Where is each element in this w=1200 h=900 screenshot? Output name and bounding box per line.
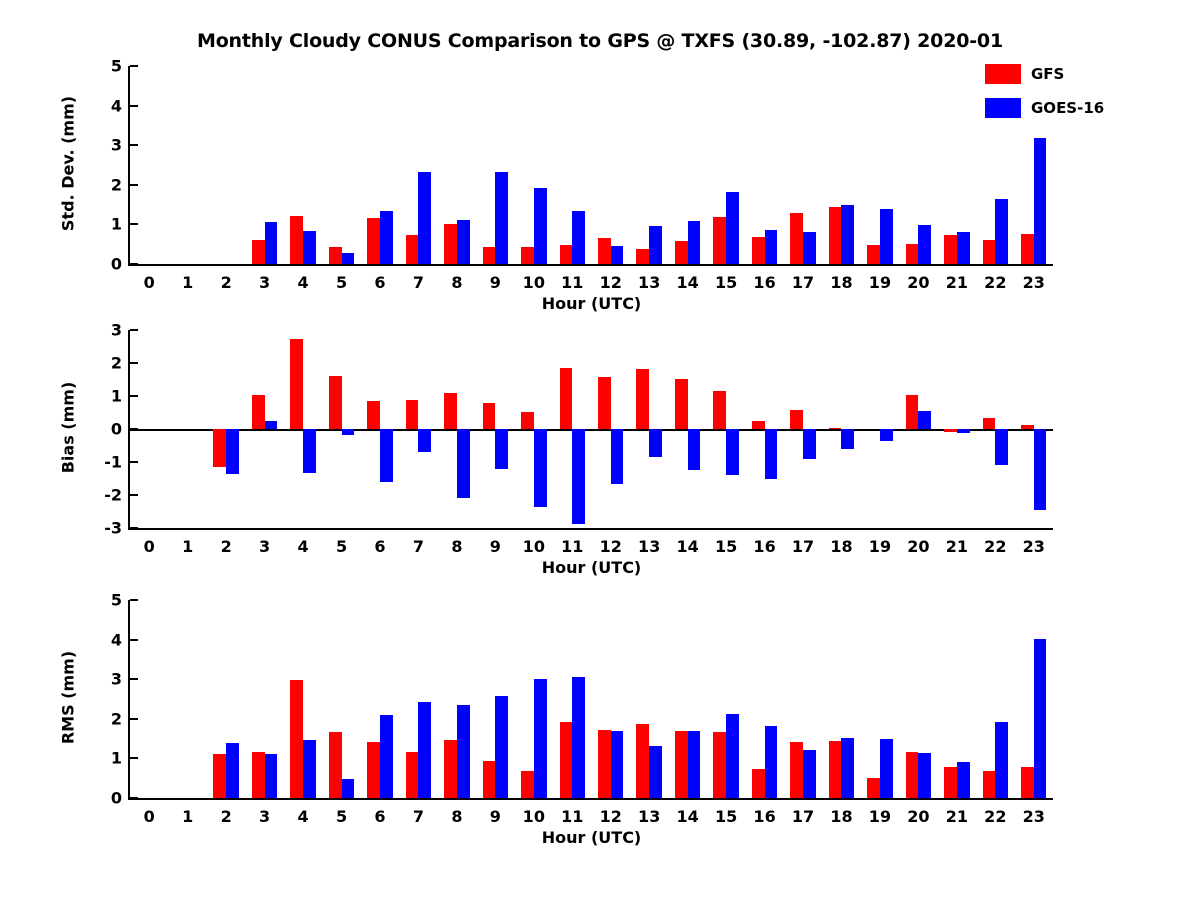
x-tick-label: 3 — [259, 537, 271, 556]
bar-gfs-hour-17 — [790, 742, 803, 798]
bar-goes-16-hour-10 — [534, 188, 547, 264]
x-tick-label: 11 — [561, 273, 584, 292]
bar-gfs-hour-23 — [1021, 234, 1034, 264]
bar-goes-16-hour-6 — [380, 211, 393, 264]
x-axis-label-rms: Hour (UTC) — [541, 828, 642, 847]
x-tick-label: 19 — [868, 537, 892, 556]
bar-goes-16-hour-6 — [380, 715, 393, 798]
x-tick-label: 3 — [259, 273, 271, 292]
bar-goes-16-hour-15 — [726, 714, 739, 798]
bar-goes-16-hour-21 — [957, 429, 970, 433]
bar-goes-16-hour-15 — [726, 192, 739, 264]
x-tick-label: 6 — [374, 537, 386, 556]
y-tick-label: 1 — [110, 748, 122, 768]
bar-gfs-hour-6 — [367, 401, 380, 429]
x-tick-label: 7 — [412, 273, 425, 292]
y-tick-mark — [130, 144, 138, 146]
x-tick-label: 14 — [676, 273, 699, 292]
y-tick-label: 5 — [110, 590, 122, 610]
bar-goes-16-hour-14 — [688, 221, 701, 264]
x-tick-label: 2 — [220, 537, 232, 556]
bar-gfs-hour-7 — [406, 235, 419, 264]
y-tick-label: -2 — [104, 485, 122, 505]
bar-goes-16-hour-9 — [495, 172, 508, 264]
y-tick-mark — [130, 494, 138, 496]
x-tick-label: 17 — [791, 807, 815, 826]
y-tick-label: -3 — [104, 518, 122, 538]
bar-gfs-hour-14 — [675, 241, 688, 264]
x-tick-label: 19 — [868, 273, 892, 292]
bar-gfs-hour-15 — [713, 732, 726, 798]
x-tick-label: 2 — [220, 807, 232, 826]
bar-goes-16-hour-19 — [880, 209, 893, 264]
page-title: Monthly Cloudy CONUS Comparison to GPS @ TXFS (30.89, -102.87) 2020-01 — [197, 30, 1003, 52]
bar-goes-16-hour-12 — [611, 731, 624, 798]
x-tick-label: 20 — [907, 537, 930, 556]
x-tick-label: 23 — [1022, 537, 1045, 556]
bar-gfs-hour-15 — [713, 217, 726, 264]
bar-gfs-hour-13 — [636, 724, 649, 798]
x-tick-label: 5 — [335, 537, 348, 556]
x-tick-label: 18 — [830, 537, 853, 556]
legend-swatch-icon — [985, 98, 1021, 118]
bar-gfs-hour-11 — [560, 722, 573, 798]
bar-goes-16-hour-9 — [495, 696, 508, 798]
x-tick-label: 21 — [945, 273, 968, 292]
bar-gfs-hour-4 — [290, 339, 303, 429]
x-tick-label: 23 — [1022, 273, 1045, 292]
x-tick-label: 23 — [1022, 807, 1045, 826]
x-tick-label: 4 — [297, 273, 309, 292]
y-tick-mark — [130, 65, 138, 67]
bar-goes-16-hour-16 — [765, 230, 778, 264]
y-tick-mark — [130, 362, 138, 364]
bar-gfs-hour-16 — [752, 421, 765, 429]
x-tick-label: 21 — [945, 807, 968, 826]
bar-gfs-hour-20 — [906, 752, 919, 798]
bar-gfs-hour-11 — [560, 245, 573, 264]
bar-goes-16-hour-17 — [803, 750, 816, 798]
x-tick-label: 11 — [561, 537, 584, 556]
y-tick-mark — [130, 757, 138, 759]
y-tick-label: 4 — [110, 96, 122, 116]
bar-goes-16-hour-2 — [226, 429, 239, 474]
y-tick-mark — [130, 105, 138, 107]
bar-goes-16-hour-23 — [1034, 429, 1047, 510]
y-tick-label: 3 — [110, 669, 122, 689]
x-tick-label: 14 — [676, 807, 699, 826]
bar-gfs-hour-20 — [906, 395, 919, 429]
bar-gfs-hour-12 — [598, 730, 611, 798]
bar-goes-16-hour-5 — [342, 779, 355, 798]
y-tick-mark — [130, 718, 138, 720]
bar-gfs-hour-10 — [521, 771, 534, 798]
y-tick-mark — [130, 678, 138, 680]
bar-gfs-hour-5 — [329, 247, 342, 264]
x-axis-label-bias: Hour (UTC) — [541, 558, 642, 577]
bar-goes-16-hour-19 — [880, 429, 893, 441]
x-tick-label: 11 — [561, 807, 584, 826]
bar-gfs-hour-5 — [329, 732, 342, 798]
bar-goes-16-hour-2 — [226, 743, 239, 798]
bar-goes-16-hour-5 — [342, 429, 355, 435]
x-tick-label: 17 — [791, 273, 815, 292]
bar-goes-16-hour-13 — [649, 429, 662, 457]
bar-gfs-hour-18 — [829, 207, 842, 264]
x-tick-label: 0 — [143, 273, 155, 292]
x-tick-label: 5 — [335, 273, 348, 292]
bar-goes-16-hour-7 — [418, 172, 431, 264]
x-tick-label: 5 — [335, 807, 348, 826]
bar-goes-16-hour-4 — [303, 429, 316, 473]
bar-gfs-hour-8 — [444, 224, 457, 264]
bar-gfs-hour-7 — [406, 752, 419, 798]
bar-gfs-hour-14 — [675, 731, 688, 798]
x-tick-label: 18 — [830, 807, 853, 826]
x-tick-label: 10 — [522, 537, 545, 556]
bar-gfs-hour-13 — [636, 249, 649, 264]
bar-gfs-hour-10 — [521, 412, 534, 429]
bar-goes-16-hour-5 — [342, 253, 355, 264]
x-tick-label: 21 — [945, 537, 968, 556]
bar-gfs-hour-22 — [983, 418, 996, 429]
y-tick-label: 1 — [110, 214, 122, 234]
bar-gfs-hour-18 — [829, 428, 842, 429]
y-axis-label-stddev: Std. Dev. (mm) — [58, 95, 78, 232]
y-tick-mark — [130, 461, 138, 463]
bar-gfs-hour-21 — [944, 767, 957, 798]
bar-goes-16-hour-20 — [918, 411, 931, 429]
x-tick-label: 8 — [451, 537, 463, 556]
x-tick-label: 9 — [489, 273, 501, 292]
bar-gfs-hour-23 — [1021, 767, 1034, 798]
x-tick-label: 15 — [714, 537, 738, 556]
x-tick-label: 7 — [412, 807, 425, 826]
x-tick-label: 22 — [984, 537, 1007, 556]
x-tick-label: 19 — [868, 807, 892, 826]
legend-label: GOES-16 — [1031, 99, 1105, 117]
y-tick-label: 2 — [110, 353, 122, 373]
bar-goes-16-hour-13 — [649, 226, 662, 264]
bar-goes-16-hour-16 — [765, 429, 778, 479]
y-tick-mark — [130, 223, 138, 225]
y-axis-label-rms: RMS (mm) — [58, 650, 78, 745]
y-tick-label: 5 — [110, 56, 122, 76]
bar-goes-16-hour-18 — [841, 738, 854, 798]
bar-gfs-hour-7 — [406, 400, 419, 429]
plot-area-rms — [58, 590, 1053, 847]
bar-gfs-hour-6 — [367, 218, 380, 264]
bar-gfs-hour-10 — [521, 247, 534, 264]
bar-goes-16-hour-7 — [418, 702, 431, 798]
x-tick-label: 15 — [714, 273, 738, 292]
x-tick-label: 12 — [599, 273, 622, 292]
x-tick-label: 17 — [791, 537, 815, 556]
bar-gfs-hour-9 — [483, 403, 496, 429]
x-tick-label: 1 — [182, 807, 194, 826]
x-tick-label: 13 — [638, 537, 661, 556]
x-tick-label: 18 — [830, 273, 853, 292]
bar-goes-16-hour-18 — [841, 429, 854, 449]
bar-gfs-hour-19 — [867, 778, 880, 798]
y-axis-label-bias: Bias (mm) — [58, 381, 78, 474]
bar-goes-16-hour-6 — [380, 429, 393, 482]
x-tick-label: 0 — [143, 537, 155, 556]
x-tick-label: 10 — [522, 807, 545, 826]
x-tick-label: 1 — [182, 537, 194, 556]
bar-gfs-hour-12 — [598, 377, 611, 429]
bar-goes-16-hour-17 — [803, 232, 816, 264]
bar-goes-16-hour-20 — [918, 225, 931, 264]
bar-gfs-hour-9 — [483, 247, 496, 264]
y-tick-label: 0 — [110, 419, 122, 439]
bar-goes-16-hour-9 — [495, 429, 508, 469]
bar-gfs-hour-3 — [252, 395, 265, 429]
bar-gfs-hour-18 — [829, 741, 842, 798]
legend-swatch-icon — [985, 64, 1021, 84]
bar-goes-16-hour-23 — [1034, 138, 1047, 264]
bar-goes-16-hour-13 — [649, 746, 662, 798]
bar-gfs-hour-17 — [790, 213, 803, 264]
bar-gfs-hour-3 — [252, 752, 265, 798]
bar-gfs-hour-12 — [598, 238, 611, 264]
bar-gfs-hour-4 — [290, 216, 303, 264]
x-tick-label: 2 — [220, 273, 232, 292]
bar-gfs-hour-19 — [867, 245, 880, 264]
x-tick-label: 14 — [676, 537, 699, 556]
x-tick-label: 6 — [374, 807, 386, 826]
y-tick-label: 1 — [110, 386, 122, 406]
bar-gfs-hour-15 — [713, 391, 726, 429]
y-tick-label: 0 — [110, 788, 122, 808]
x-tick-label: 4 — [297, 537, 309, 556]
bar-goes-16-hour-21 — [957, 762, 970, 798]
bar-goes-16-hour-11 — [572, 429, 585, 524]
x-tick-label: 20 — [907, 807, 930, 826]
bar-goes-16-hour-11 — [572, 677, 585, 798]
x-tick-label: 8 — [451, 273, 463, 292]
bar-gfs-hour-2 — [213, 754, 226, 798]
bar-goes-16-hour-18 — [841, 205, 854, 264]
x-axis-label-stddev: Hour (UTC) — [541, 294, 642, 313]
bar-goes-16-hour-16 — [765, 726, 778, 798]
y-tick-mark — [130, 639, 138, 641]
y-tick-label: 2 — [110, 175, 122, 195]
bar-goes-16-hour-4 — [303, 231, 316, 264]
y-tick-mark — [130, 599, 138, 601]
bar-gfs-hour-22 — [983, 771, 996, 798]
bar-goes-16-hour-12 — [611, 429, 624, 484]
x-tick-label: 13 — [638, 807, 661, 826]
bar-goes-16-hour-17 — [803, 429, 816, 459]
bar-gfs-hour-5 — [329, 376, 342, 429]
bar-goes-16-hour-11 — [572, 211, 585, 264]
x-tick-label: 8 — [451, 807, 463, 826]
bar-goes-16-hour-3 — [265, 754, 278, 798]
x-tick-label: 16 — [753, 537, 776, 556]
y-tick-label: 3 — [110, 135, 122, 155]
bar-goes-16-hour-14 — [688, 731, 701, 798]
bar-goes-16-hour-14 — [688, 429, 701, 470]
bar-goes-16-hour-10 — [534, 679, 547, 798]
bar-goes-16-hour-15 — [726, 429, 739, 475]
bar-goes-16-hour-12 — [611, 246, 624, 264]
bar-goes-16-hour-23 — [1034, 639, 1047, 798]
bar-goes-16-hour-3 — [265, 421, 278, 429]
x-tick-label: 12 — [599, 537, 622, 556]
x-tick-label: 3 — [259, 807, 271, 826]
bar-goes-16-hour-8 — [457, 705, 470, 798]
bar-goes-16-hour-7 — [418, 429, 431, 452]
y-tick-label: 4 — [110, 630, 122, 650]
bar-goes-16-hour-22 — [995, 199, 1008, 264]
x-tick-label: 16 — [753, 273, 776, 292]
x-tick-label: 0 — [143, 807, 155, 826]
x-tick-label: 9 — [489, 537, 501, 556]
bar-gfs-hour-21 — [944, 429, 957, 432]
legend-label: GFS — [1031, 65, 1065, 83]
x-tick-label: 12 — [599, 807, 622, 826]
y-tick-label: 3 — [110, 320, 122, 340]
x-tick-label: 22 — [984, 273, 1007, 292]
x-tick-label: 22 — [984, 807, 1007, 826]
bar-gfs-hour-16 — [752, 769, 765, 798]
bar-goes-16-hour-3 — [265, 222, 278, 264]
bar-gfs-hour-21 — [944, 235, 957, 264]
bar-goes-16-hour-8 — [457, 429, 470, 498]
y-tick-label: 0 — [110, 254, 122, 274]
bar-gfs-hour-16 — [752, 237, 765, 264]
x-tick-label: 16 — [753, 807, 776, 826]
y-tick-label: 2 — [110, 709, 122, 729]
bar-gfs-hour-17 — [790, 410, 803, 429]
bar-gfs-hour-9 — [483, 761, 496, 798]
bar-goes-16-hour-10 — [534, 429, 547, 507]
x-tick-label: 6 — [374, 273, 386, 292]
bar-goes-16-hour-19 — [880, 739, 893, 798]
bar-gfs-hour-3 — [252, 240, 265, 264]
x-tick-label: 7 — [412, 537, 425, 556]
bar-goes-16-hour-8 — [457, 220, 470, 264]
bar-gfs-hour-6 — [367, 742, 380, 798]
x-tick-label: 10 — [522, 273, 545, 292]
plot-area-stddev — [58, 56, 1053, 313]
bar-gfs-hour-8 — [444, 740, 457, 798]
bar-gfs-hour-20 — [906, 244, 919, 264]
bar-gfs-hour-23 — [1021, 425, 1034, 429]
bar-gfs-hour-8 — [444, 393, 457, 429]
bar-gfs-hour-14 — [675, 379, 688, 429]
bar-goes-16-hour-22 — [995, 722, 1008, 798]
y-tick-mark — [130, 797, 138, 799]
bar-gfs-hour-4 — [290, 680, 303, 798]
bar-gfs-hour-13 — [636, 369, 649, 429]
plot-area-bias — [58, 320, 1053, 577]
y-tick-mark — [130, 395, 138, 397]
y-tick-label: -1 — [104, 452, 122, 472]
y-tick-mark — [130, 263, 138, 265]
bar-gfs-hour-11 — [560, 368, 573, 429]
zero-baseline — [130, 429, 1053, 431]
bar-goes-16-hour-22 — [995, 429, 1008, 465]
bar-gfs-hour-22 — [983, 240, 996, 264]
bar-gfs-hour-2 — [213, 429, 226, 467]
y-tick-mark — [130, 527, 138, 529]
x-tick-label: 15 — [714, 807, 738, 826]
bar-goes-16-hour-20 — [918, 753, 931, 798]
y-tick-mark — [130, 329, 138, 331]
bar-goes-16-hour-4 — [303, 740, 316, 798]
x-tick-label: 4 — [297, 807, 309, 826]
x-tick-label: 20 — [907, 273, 930, 292]
x-tick-label: 1 — [182, 273, 194, 292]
y-tick-mark — [130, 184, 138, 186]
bar-goes-16-hour-21 — [957, 232, 970, 264]
x-tick-label: 13 — [638, 273, 661, 292]
x-tick-label: 9 — [489, 807, 501, 826]
